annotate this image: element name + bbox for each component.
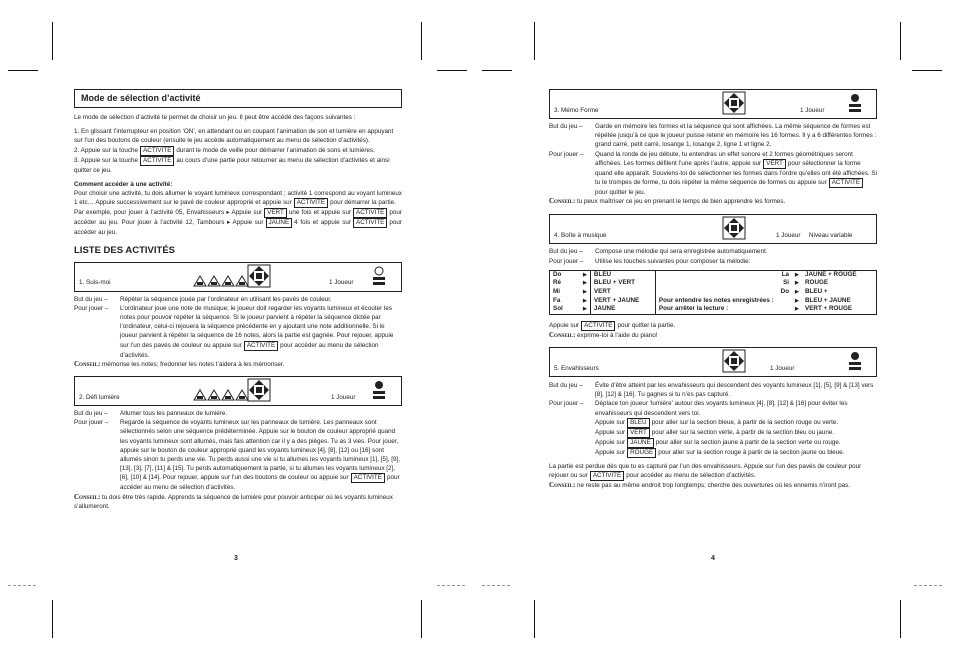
access-paragraph-1: Pour choisir une activité, tu dois allumer le voyant lumineux correspondant ; activité 1 correspond au voyant lumineux 1 etc… Appuie successivement sur le pavé de couleur approprié et appuie sur ACTIVITÉ pour démarrer la partie. [74,190,402,207]
activity-3-tip: Conseil: tu peux maîtriser ce jeu en prenant le temps de bien apprendre les formes. [549,197,786,206]
arrow-right-icon: ▶ [795,280,799,287]
activity-4-header [549,214,877,244]
move-yellow: Appuie sur JAUNE pour aller sur la section jaune à partir de la section verte ou rouge. [595,438,841,446]
page-number: 4 [711,555,715,562]
step-3: 3. Appuie sur la touche ACTIVITÉ au cours d’une partie pour retourner au menu de sélection d’activités et ainsi quitter ce jeu. [74,156,390,174]
level-label: Niveau variable [809,232,853,240]
activity-4-goal: But du jeu – Compose une mélodie qui sera enregistrée automatiquement. [549,248,768,256]
arrow-right-icon: ▶ [583,271,587,278]
player-icon [372,380,386,402]
arrow-right-icon: ▶ [583,280,587,287]
red-key: ROUGE [627,448,656,458]
activity-name: 5. Envahisseurs [554,364,599,372]
activity-key: ACTIVITÉ [581,321,615,331]
table-row: Sol ▶ JAUNE Pour arrêter la lecture : ▶ VERT + ROUGE [550,305,877,314]
green-key: VERT [264,208,287,218]
right-content [549,89,877,490]
table-row: Fa ▶ VERT + JAUNE Pour entendre les notes enregistrées : ▶ BLEU + JAUNE [553,296,851,304]
player-icon [848,351,862,373]
player-icon [848,93,862,115]
section-title: Mode de sélection d’activité [74,89,402,108]
activity-1-tip: Conseil: mémorise les notes; fredonner les notes t’aidera à les mémoriser. [74,359,285,368]
activity-5-tip: Conseil: ne reste pas au même endroit trop longtemps; cherche des ouvertures où les ennemis n’iront pas. [549,481,851,490]
game-console-icon [722,91,746,115]
activity-key: ACTIVITÉ [353,208,387,218]
arrow-right-icon: ▶ [583,297,587,304]
activity-name: 1. Suis-moi [79,279,111,287]
activity-name: 3. Mémo Forme [554,106,599,114]
step-1: 1. En glissant l’interrupteur en position ‘ON’, en attendant ou en coupant l’animation de son et lumière en appuyant sur l’un des boutons de couleur (ensuite le jeu accède automatiquement au menu de sélection d’activités). [74,128,394,145]
access-title: Comment accéder à une activité: [74,180,173,188]
activity-5-play: Pour jouer – Déplace ton joueur ‘lumière’ autour des voyants lumineux [4], [8], [12] & [16] pour éviter les envahisseurs qui descendent vers toi. [549,400,848,417]
activity-key: ACTIVITÉ [294,198,328,208]
activity-1-goal: But du jeu – Répéter la séquence jouée par l’ordinateur en utilisant les pavés de couleur. [74,295,332,303]
activity-1-header [74,262,402,292]
activity-name: 2. Défi lumière [79,393,120,401]
activity-3-header [549,89,877,119]
player-count: 1 Joueur [776,232,801,240]
arrow-right-icon: ▶ [795,306,799,313]
game-console-icon [722,349,746,373]
activity-key: ACTIVITÉ [590,471,624,481]
move-instructions [549,418,877,458]
player-count: 1 Joueur [770,364,795,372]
activity-key: ACTIVITÉ [829,178,863,188]
activity-4-tip: Conseil: exprime-toi à l’aide du piano! [549,330,658,339]
green-key: VERT [763,159,786,169]
table-row: Ré ▶ BLEU + VERT Si ▶ ROUGE [553,279,829,287]
activity-5-goal: But du jeu – Évite d’être atteint par les envahisseurs qui descendent des voyants lumineux [1], [5], [9] & [13] vers [8], [12] & [16]. Tu gagnes si tu n’es pas capturé. [549,382,874,399]
page-right [477,0,954,661]
arrow-right-icon: ▶ [795,289,799,296]
activity-2-goal: But du jeu – Allumer tous les panneaux de lumière. [74,410,228,418]
step-2: 2. Appuie sur la touche ACTIVITÉ durant le mode de veille pour démarrer l’animation de sons et lumières. [74,146,375,154]
activity-key: ACTIVITÉ [140,156,174,166]
move-green: Appuie sur VERT pour aller sur la section verte, à partir de la section bleu ou jaune. [595,428,835,436]
page-number: 3 [234,555,238,562]
activity-3-goal: But du jeu – Garde en mémoire les formes et la séquence qui sont affichées. La même séquence de formes est répétée jusqu’à ce que le joueur puisse retenir en mémoire les 16 formes. Il y a 6 différentes formes : grand carré, petit carré, losange 1, losange 2, ligne 1 et ligne 2. [549,123,877,149]
player-icon [372,266,386,288]
triangle-icons [193,389,249,401]
activities-list-title: LISTE DES ACTIVITÉS [74,245,175,257]
activity-4-play: Pour jouer – Utilise les touches suivantes pour composer ta mélodie: [549,257,751,265]
move-blue: Appuie sur BLEU pour aller sur la section bleue, à partir de la section rouge ou verte. [595,418,839,426]
arrow-right-icon: ▶ [583,306,587,313]
game-console-icon [247,264,271,288]
triangles-icon [193,389,249,401]
yellow-key: JAUNE [627,438,654,448]
arrow-right-icon: ▶ [583,289,587,296]
activity-4-quit: Appuie sur ACTIVITÉ pour quitter la partie. [549,321,676,329]
intro-text: Le mode de sélection d’activité te permet de choisir un jeu. Il peut être accédé des façons suivantes : [74,114,356,121]
activity-name: 4. Boîte à musique [554,232,607,240]
table-row: Mi ▶ VERT Do ▶ BLEU + [553,288,828,296]
player-count: 1 Joueur [329,279,354,287]
activity-1-play: Pour jouer – L’ordinateur joue une note de musique; le joueur doit regarder les voyants lumineux et écouter les notes pour pouvoir répéter la séquence. Si le joueur parvient à répéter la séquence dictée par l’ordinateur, celui-ci rejouera la séquence précédente en y ajoutant une note additionnelle. Si le joueur parvient à répéter la séquence de 16 notes, alors la partie est gagnée. Pour rejouer, appuie sur l’un des pavés de couleur ou appuie sur ACTIVITÉ pour accéder au menu de sélection d’activités. [74,304,394,359]
table-row: Do ▶ BLEU La ▶ JAUNE + ROUGE [553,270,857,278]
activity-key: ACTIVITÉ [353,218,387,228]
activity-2-play: Pour jouer – Regarde la séquence de voyants lumineux sur les panneaux de lumière. Les panneaux sont sélectionnés selon une séquence prédéterminée. Appuie sur le bouton de couleur approprié quand les voyants lumineux sont allumés, mais fais attention car il y a des pièges. Tu as 3 vies. Pour jouer, appuie sur le bouton de couleur approprié quand les voyants lumineux [4], [8], [12] ou [16] sont allumés sinon tu perds une vie. Tu perds aussi une vie si tu allumes les voyants lumineux [1], [5], [9], [13], [3], [7], [11] & [15]. Tu perds automatiquement la partie, si tu allumes les voyants lumineux [2], [6], [10] & [14]. Pour rejouer, appuie sur l’un des boutons de couleur ou appuie sur ACTIVITÉ pour accéder au menu de sélection d’activités. [74,419,401,492]
triangles-icon [193,275,249,287]
blue-key: BLEU [627,418,649,428]
triangle-icons [193,275,249,287]
activity-key: ACTIVITÉ [244,341,278,351]
player-count: 1 Joueur [800,106,825,114]
activity-key: ACTIVITÉ [351,473,385,483]
arrow-right-icon: ▶ [795,271,799,278]
activity-2-tip: Conseil: tu dois être très rapide. Apprends la séquence de lumière pour pouvoir anticiper où les voyants lumineux s’allumeront. [74,492,393,510]
player-count: 1 Joueur [331,393,356,401]
activity-5-header [549,347,877,377]
yellow-key: JAUNE [266,218,293,228]
left-content [74,89,402,511]
stop-label: Pour arrêter la lecture : [655,305,777,314]
activity-5-end: La partie est perdue dès que tu es capturé par l’un des envahisseurs. Appuie sur l’un des pavés de couleur pour rejouer ou sur ACTIVITÉ pour accéder au menu de sélection d’activités. [549,462,862,480]
game-console-icon [722,216,746,240]
notes-table [549,270,877,315]
game-console-icon [247,378,271,402]
green-key: VERT [627,428,650,438]
activity-key: ACTIVITÉ [140,146,174,156]
listen-label: Pour entendre les notes enregistrées : [655,297,777,306]
move-red: Appuie sur ROUGE pour aller sur la section rouge à partir de la section jaune ou bleue. [595,448,845,456]
activity-3-play: Pour jouer – Quand la ronde de jeu débute, tu entendras un effet sonore et 2 formes géométriques seront affichées. Les formes défilent l’une après l’autre, appuie sur VERT pour sélectionner la forme quand elle apparaît. Souviens-toi de sélectionner les formes dans l’ordre qu’elles ont été affichées. Si tu te trompes de forme, tu dois répéter la même séquence de formes ou appuie sur ACTIVITÉpour quitter le jeu. [549,150,878,197]
activity-2-header [74,376,402,406]
arrow-right-icon: ▶ [795,297,799,304]
access-paragraph-2: Par exemple, pour jouer à l’activité 05, Envahisseurs ▸ Appuie sur VERT une fois et appuie sur ACTIVITÉ pour accéder au jeu. Pour jouer à l’activité 12, Tambours ▸ Appuie sur JAUNE 4 fois et appuie sur ACTIVITÉ pour accéder au jeu. [74,209,402,237]
